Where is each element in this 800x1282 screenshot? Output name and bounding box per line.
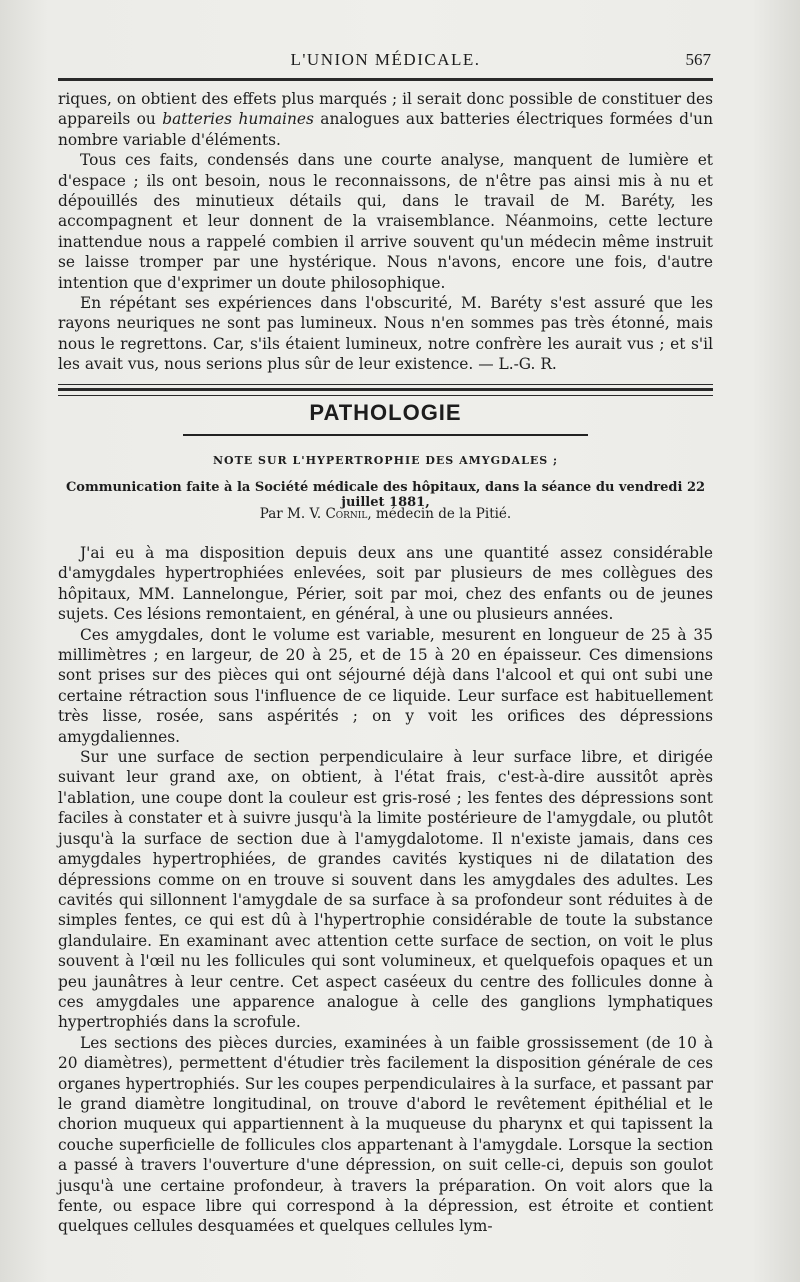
author-name: Cornil [325, 506, 368, 522]
running-title: L'UNION MÉDICALE. [290, 50, 481, 69]
article-paragraph-4: Les sections des pièces durcies, examinées à un faible grossissement (de 10 à 20 diamètres), permettent d'étudier très facilement la disposition générale de ces organes hypertrophiés. Sur les coupes perpendiculaires à la surface, et passant par le grand diamètre longitudinal, on trouve d'abord le revêtement épithélial et le chorion muqueux qui appartiennent à la muqueuse du pharynx et qui tapissent la couche superficielle de follicules clos appartenant à l'amygdale. Lorsque la section a passé à travers l'ouverture d'une dépression, on suit celle-ci, depuis son goulot jusqu'à une certaine profondeur, à travers la préparation. On voit alors que la fente, ou espace libre qui correspond à la dépression, est étroite et contient quelques cellules desquamées et quelques cellules lym- [58, 1033, 713, 1236]
top-article-body [58, 89, 713, 375]
section-heading [58, 400, 713, 540]
top-paragraph-3: En répétant ses expériences dans l'obscurité, M. Baréty s'est assuré que les rayons neuriques ne sont pas lumineux. Nous n'en sommes pas très étonné, mais nous le regrettons. Car, s'ils étaient lumineux, notre confrère les aurait vus ; et s'il les avait vus, nous serions plus sûr de leur existence. — L.-G. R. [58, 294, 713, 374]
article-author: Par M. V. Cornil, médecin de la Pitié. [259, 506, 512, 522]
article-title: NOTE SUR L'HYPERTROPHIE DES AMYGDALES ; [212, 454, 559, 467]
article-paragraph-2: Ces amygdales, dont le volume est variable, mesurent en longueur de 25 à 35 millimètres ; en largeur, de 20 à 25, et de 15 à 20 en épaisseur. Ces dimensions sont prises sur des pièces qui ont séjourné déjà dans l'alcool et qui ont subi une certaine rétraction sous l'influence de ce liquide. Leur surface est habituellement très lisse, rosée, sans aspérités ; on y voit les orifices des dépressions amygdaliennes. [58, 625, 713, 746]
page-number: 567 [685, 50, 711, 69]
article-paragraph-1: J'ai eu à ma disposition depuis deux ans une quantité assez considérable d'amygdales hypertrophiées enlevées, soit par plusieurs de mes collègues des hôpitaux, MM. Lannelongue, Périer, soit par moi, chez des enfants ou de jeunes sujets. Ces lésions remontaient, en général, à une ou plusieurs années. [58, 544, 713, 624]
article-paragraph-3: Sur une surface de section perpendiculaire à leur surface libre, et dirigée suivant leur grand axe, on obtient, à l'état frais, c'est-à-dire aussitôt après l'ablation, une coupe dont la couleur est gris-rosé ; les fentes des dépressions sont faciles à constater et à suivre jusqu'à la limite postérieure de l'amygdale, ou plutôt jusqu'à la surface de section due à l'amygdalotome. Il n'existe jamais, dans ces amygdales hypertrophiées, de grandes cavités kystiques ni de dilatation des dépressions comme on en trouve si souvent dans les amygdales des adultes. Les cavités qui sillonnent l'amygdale de sa surface à sa profondeur sont réduites à de simples fentes, ce qui est dû à l'hypertrophie considérable de toute la substance glandulaire. En examinant avec attention cette surface de section, on voit le plus souvent à l'œil nu les follicules qui sont volumineux, et quelquefois opaques et un peu jaunâtres à leur centre. Cet aspect caséeux du centre des follicules donne à ces amygdales une apparence analogue à celle des ganglions lymphatiques hypertrophiés dans la scrofule. [58, 748, 713, 1032]
article-note: Communication faite à la Société médicale des hôpitaux, dans la séance du vendredi 22 juillet 1881, [65, 480, 706, 510]
page-header [58, 46, 713, 76]
title-rule [183, 434, 588, 436]
article-body [58, 543, 713, 1237]
top-paragraph-1: riques, on obtient des effets plus marqués ; il serait donc possible de constituer des appareils ou batteries humaines analogues aux batteries électriques formées d'un nombre variable d'éléments. [58, 90, 713, 149]
section-title: PATHOLOGIE [309, 400, 462, 425]
emphasis-batteries: batteries humaines [162, 110, 314, 129]
top-paragraph-2: Tous ces faits, condensés dans une courte analyse, manquent de lumière et d'espace ; ils ont besoin, nous le reconnaissons, de n'être pas ainsi mis à nu et dépouillés des minutieux détails qui, dans le travail de M. Baréty, les accompagnent et leur donnent de la vraisemblance. Néanmoins, cette lecture inattendue nous a rappelé combien il arrive souvent qu'un médecin même instruit se laisse tromper par une hystérique. Nous n'avons, encore une fois, d'autre intention que d'exprimer un doute philosophique. [58, 151, 713, 292]
